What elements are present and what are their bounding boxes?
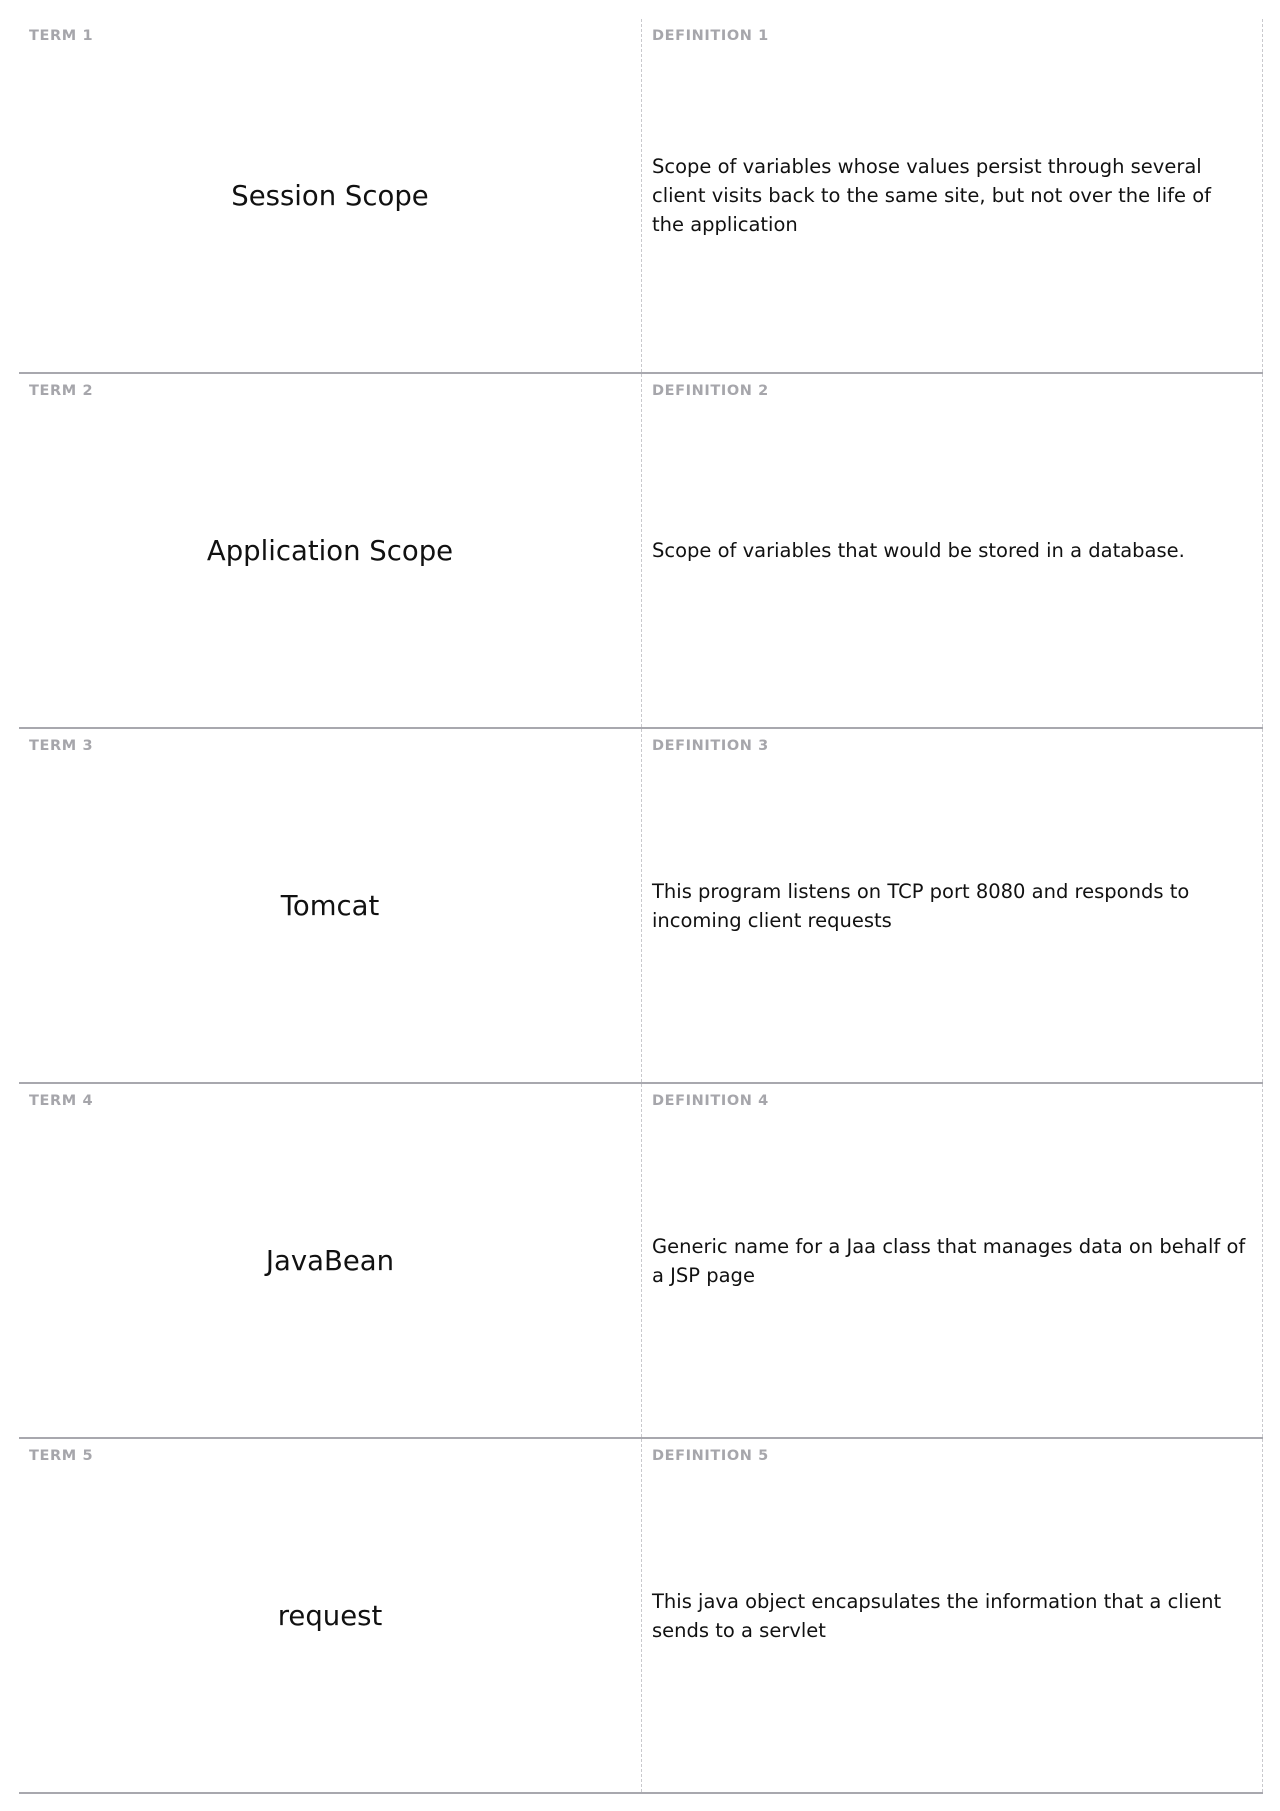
flashcard-row (19, 19, 1263, 374)
definition-label: DEFINITION 3 (652, 738, 769, 754)
definition-cell (641, 1439, 1263, 1792)
term-label: TERM 3 (29, 738, 94, 754)
definition-text: This program listens on TCP port 8080 and responds to incoming client requests (652, 879, 1190, 932)
definition-label: DEFINITION 4 (652, 1093, 769, 1109)
definition-text: This java object encapsulates the information that a client sends to a servlet (652, 1589, 1222, 1642)
definition-text: Generic name for a Jaa class that manages data on behalf of a JSP page (652, 1234, 1246, 1287)
flashcard-row (19, 1084, 1263, 1439)
definition-label: DEFINITION 2 (652, 383, 769, 399)
flashcard-row (19, 374, 1263, 729)
definition-text: Scope of variables that would be stored in a database. (652, 539, 1185, 562)
term-cell (19, 19, 641, 372)
term-cell (19, 1439, 641, 1792)
term-label: TERM 5 (29, 1448, 94, 1464)
term-text: Session Scope (231, 179, 429, 212)
flashcard-row (19, 1439, 1263, 1794)
definition-cell (641, 1084, 1263, 1437)
term-text: Application Scope (206, 534, 454, 567)
term-label: TERM 1 (29, 28, 94, 44)
term-label: TERM 2 (29, 383, 94, 399)
definition-cell (641, 19, 1263, 372)
term-text: Tomcat (280, 889, 380, 922)
flashcard-row (19, 729, 1263, 1084)
definition-cell (641, 374, 1263, 727)
term-text: JavaBean (265, 1244, 395, 1277)
flashcard-sheet (19, 19, 1263, 1794)
term-cell (19, 374, 641, 727)
definition-text: Scope of variables whose values persist through several client visits back to the same site, but not over the life of the application (652, 155, 1212, 236)
term-label: TERM 4 (29, 1093, 94, 1109)
term-text: request (277, 1599, 383, 1632)
definition-label: DEFINITION 1 (652, 28, 769, 44)
definition-cell (641, 729, 1263, 1082)
term-cell (19, 1084, 641, 1437)
definition-label: DEFINITION 5 (652, 1448, 769, 1464)
term-cell (19, 729, 641, 1082)
